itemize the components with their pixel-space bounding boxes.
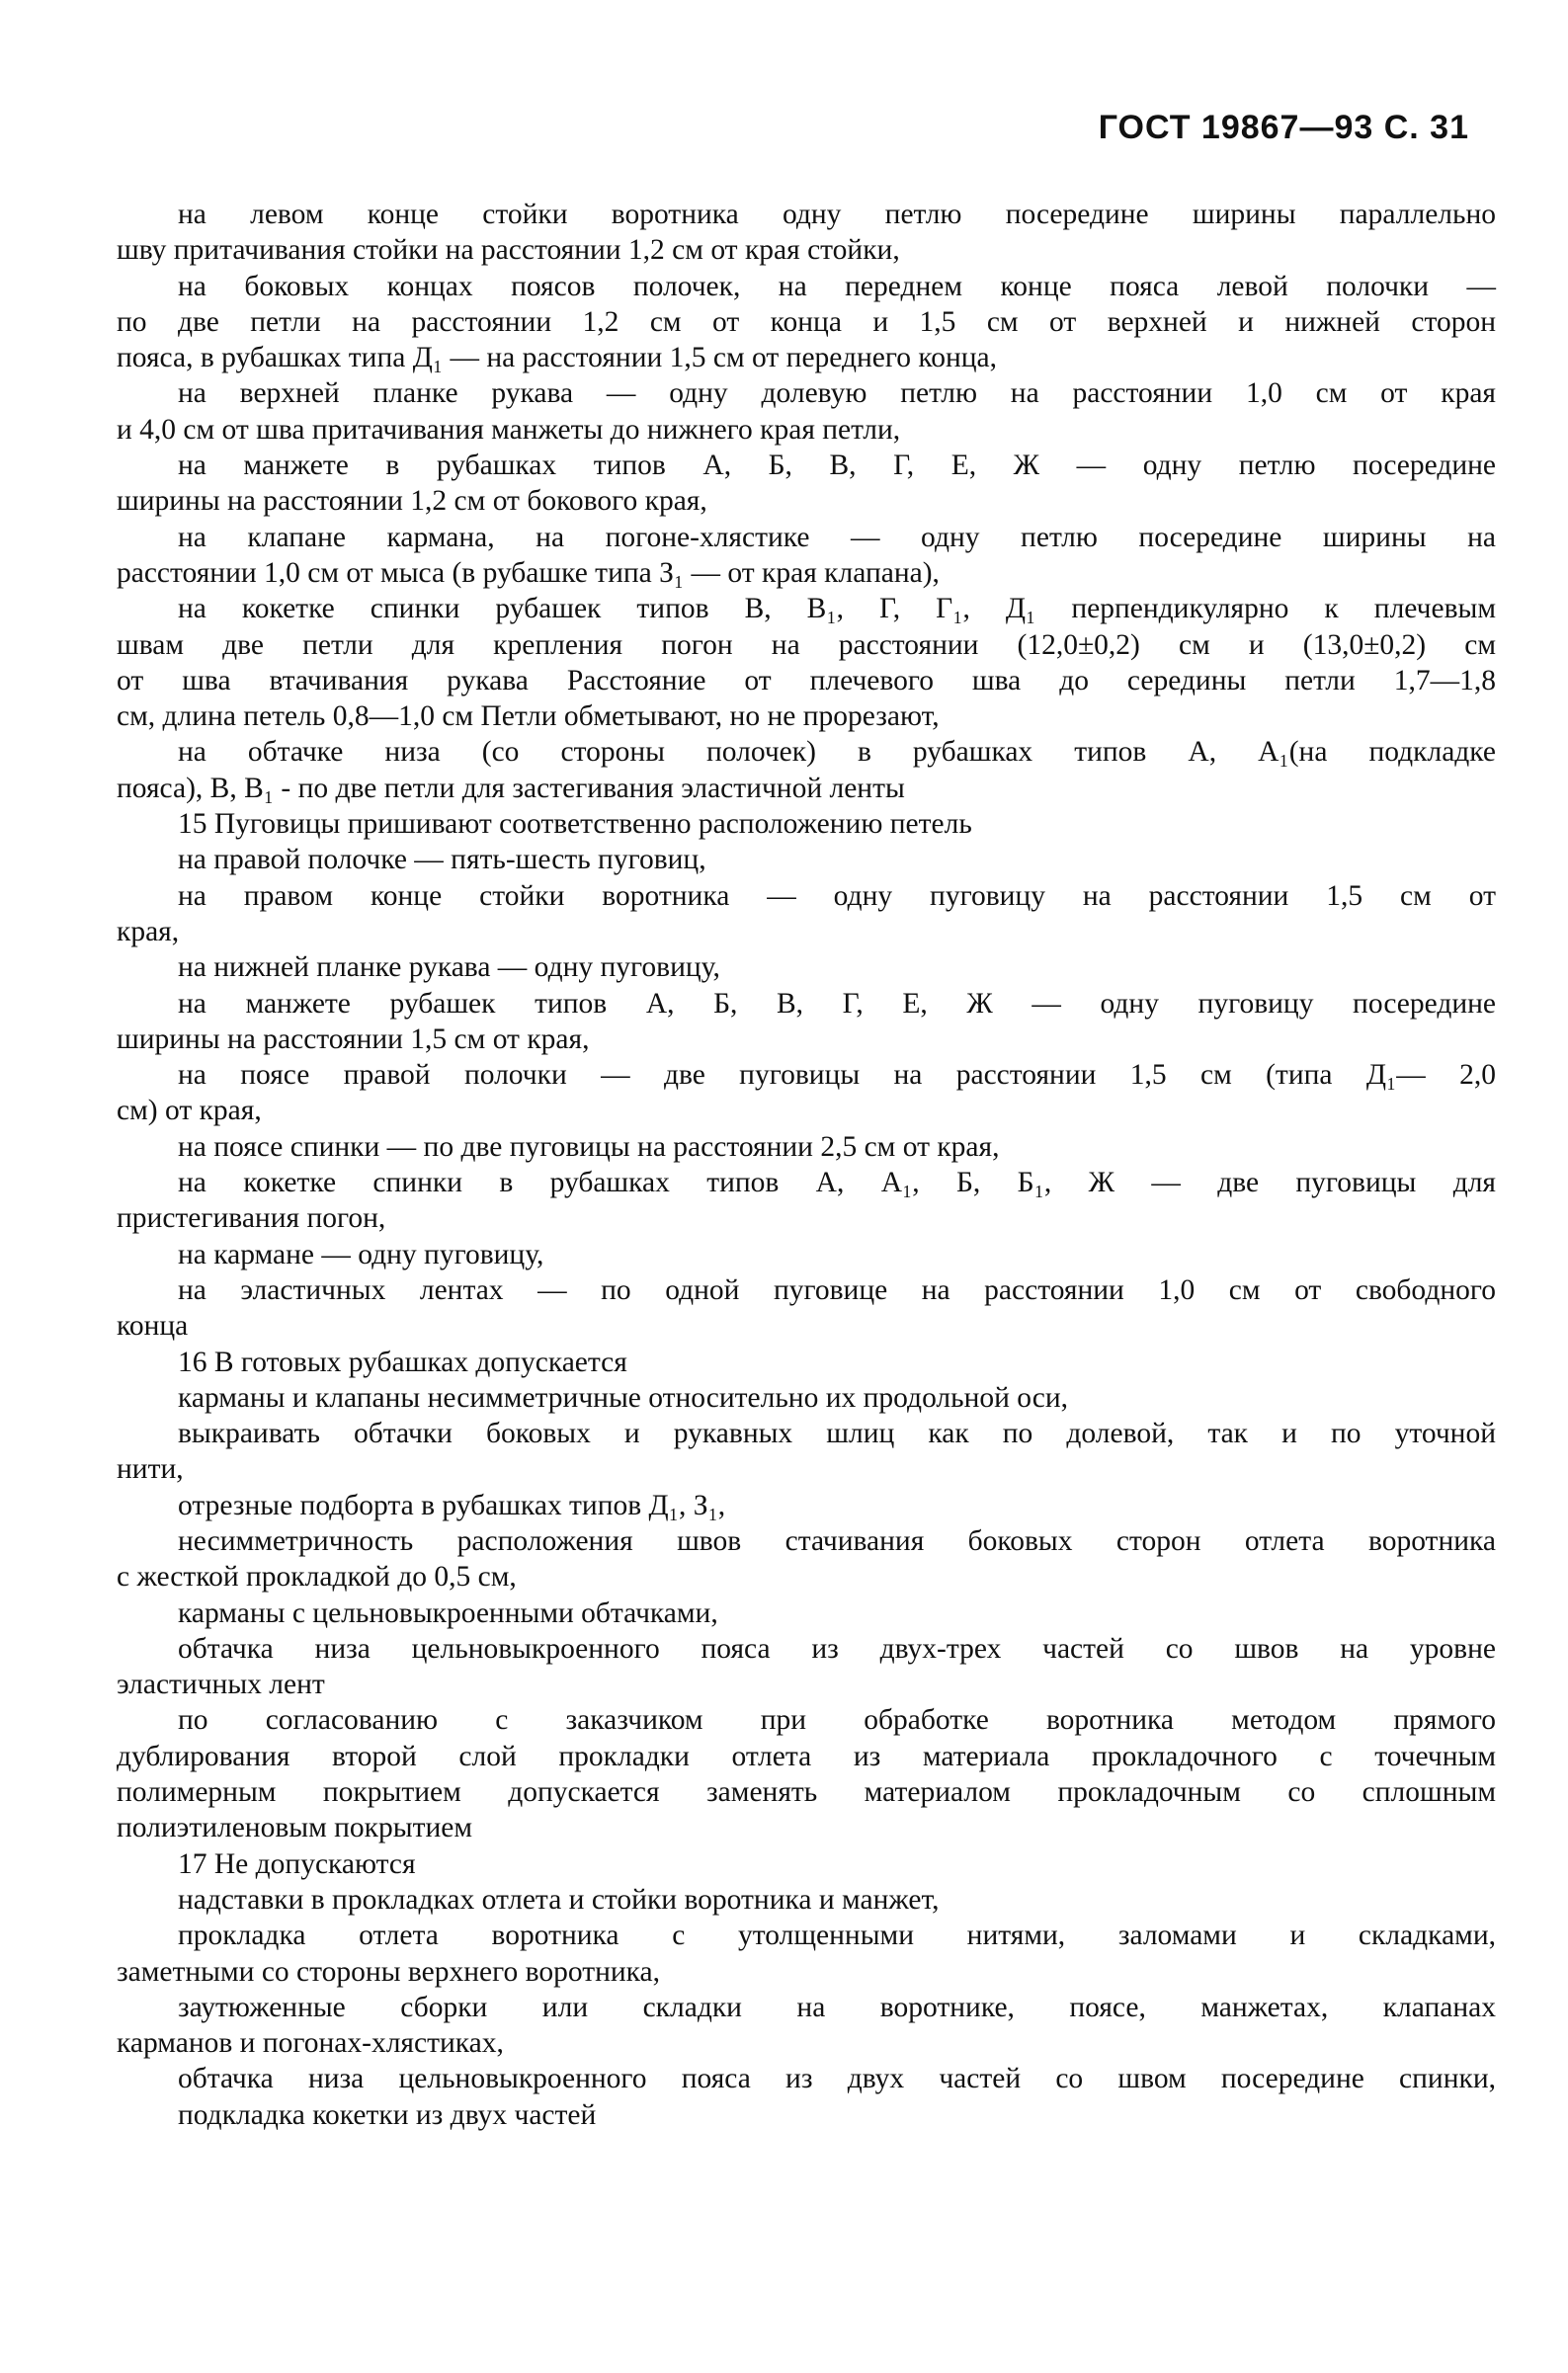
text-line: на поясе правой полочки — две пуговицы на расстоянии 1,5 см (типа Д₁— 2,0 — [178, 1059, 1496, 1092]
text-line: по две петли на расстоянии 1,2 см от конца и 1,5 см от верхней и нижней сторон — [117, 305, 1496, 338]
text-line: на манжете рубашек типов А, Б, В, Г, Е, Ж — одну пуговицу посередине — [178, 987, 1496, 1020]
text-line: заметными со стороны верхнего воротника, — [117, 1955, 661, 1988]
text-line: обтачка низа цельновыкроенного пояса из двух-трех частей со швов на уровне — [178, 1632, 1496, 1665]
text-line: пояса, в рубашках типа Д₁ — на расстоянии 1,5 см от переднего конца, — [117, 342, 998, 374]
text-line: выкраивать обтачки боковых и рукавных шлиц как по долевой, так и по уточной — [178, 1418, 1496, 1450]
text-line: на правой полочке — пять-шесть пуговиц, — [178, 844, 706, 876]
text-line: шву притачивания стойки на расстоянии 1,2 см от края стойки, — [117, 234, 900, 267]
text-line: полимерным покрытием допускается заменять материалом прокладочным со сплошным — [117, 1776, 1496, 1809]
text-line: ширины на расстоянии 1,2 см от бокового края, — [117, 485, 707, 518]
text-line: на клапане кармана, на погоне-хлястике — одну петлю посередине ширины на — [178, 521, 1496, 553]
text-line: на нижней планке рукава — одну пуговицу, — [178, 951, 720, 984]
text-line: 15 Пуговицы пришивают соответственно расположению петель — [178, 808, 972, 841]
text-line: и 4,0 см от шва притачивания манжеты до нижнего края петли, — [117, 413, 901, 446]
text-line: полиэтиленовым покрытием — [117, 1812, 473, 1844]
text-line: нити, — [117, 1453, 184, 1486]
document-body — [117, 197, 1496, 2133]
text-line: отрезные подборта в рубашках типов Д₁, З₁, — [178, 1489, 726, 1521]
text-line: края, — [117, 915, 180, 947]
text-line: на кармане — одну пуговицу, — [178, 1238, 544, 1270]
text-line: на манжете в рубашках типов А, Б, В, Г, Е, Ж — одну петлю посередине — [178, 450, 1496, 482]
text-line: швам две петли для крепления погон на расстоянии (12,0±0,2) см и (13,0±0,2) см — [117, 628, 1496, 661]
text-line: на боковых концах поясов полочек, на переднем конце пояса левой полочки — — [178, 270, 1496, 302]
text-line: см) от края, — [117, 1095, 262, 1127]
text-line: дублирования второй слой прокладки отлета из материала прокладочного с точечным — [117, 1740, 1496, 1772]
text-line: заутюженные сборки или складки на воротнике, поясе, манжетах, клапанах — [178, 1991, 1496, 2023]
text-line: на верхней планке рукава — одну долевую петлю на расстоянии 1,0 см от края — [178, 377, 1496, 410]
text-line: на поясе спинки — по две пуговицы на расстоянии 2,5 см от края, — [178, 1130, 1000, 1163]
text-line: подкладка кокетки из двух частей — [178, 2098, 597, 2131]
text-line: несимметричность расположения швов стачивания боковых сторон отлета воротника — [178, 1524, 1496, 1557]
page-header: ГОСТ 19867—93 С. 31 — [1098, 109, 1469, 146]
text-line: конца — [117, 1310, 189, 1343]
text-line: с жесткой прокладкой до 0,5 см, — [117, 1561, 517, 1594]
text-line: по согласованию с заказчиком при обработке воротника методом прямого — [178, 1704, 1496, 1737]
text-line: от шва втачивания рукава Расстояние от плечевого шва до середины петли 1,7—1,8 — [117, 664, 1496, 696]
text-line: на левом конце стойки воротника одну петлю посередине ширины параллельно — [178, 199, 1496, 230]
text-line: карманы и клапаны несимметричные относительно их продольной оси, — [178, 1381, 1069, 1414]
text-line: карманы с цельновыкроенными обтачками, — [178, 1596, 718, 1629]
text-line: 16 В готовых рубашках допускается — [178, 1346, 627, 1378]
text-line: прокладка отлета воротника с утолщенными нитями, заломами и складками, — [178, 1920, 1496, 1952]
text-line: карманов и погонах-хлястиках, — [117, 2027, 504, 2060]
text-line: 17 Не допускаются — [178, 1847, 416, 1880]
text-line: пояса), В, В₁ - по две петли для застегивания эластичной ленты — [117, 772, 905, 804]
text-line: см, длина петель 0,8—1,0 см Петли обметывают, но не прорезают, — [117, 700, 940, 733]
text-line: на кокетке спинки рубашек типов В, В₁, Г, Г₁, Д₁ перпендикулярно к плечевым — [178, 593, 1496, 625]
text-line: на обтачке низа (со стороны полочек) в рубашках типов А, А₁(на подкладке — [178, 736, 1496, 769]
text-line: на кокетке спинки в рубашках типов А, А₁, Б, Б₁, Ж — две пуговицы для — [178, 1167, 1496, 1199]
text-line: обтачка низа цельновыкроенного пояса из двух частей со швом посередине спинки, — [178, 2063, 1496, 2095]
text-line: эластичных лент — [117, 1669, 325, 1701]
text-line: расстоянии 1,0 см от мыса (в рубашке типа З₁ — от края клапана), — [117, 556, 940, 589]
text-line: на эластичных лентах — по одной пуговице на расстоянии 1,0 см от свободного — [178, 1273, 1496, 1306]
text-line: на правом конце стойки воротника — одну пуговицу на расстоянии 1,5 см от — [178, 879, 1496, 912]
text-line: ширины на расстоянии 1,5 см от края, — [117, 1023, 590, 1055]
text-line: надставки в прокладках отлета и стойки воротника и манжет, — [178, 1883, 940, 1916]
text-line: пристегивания погон, — [117, 1202, 386, 1235]
